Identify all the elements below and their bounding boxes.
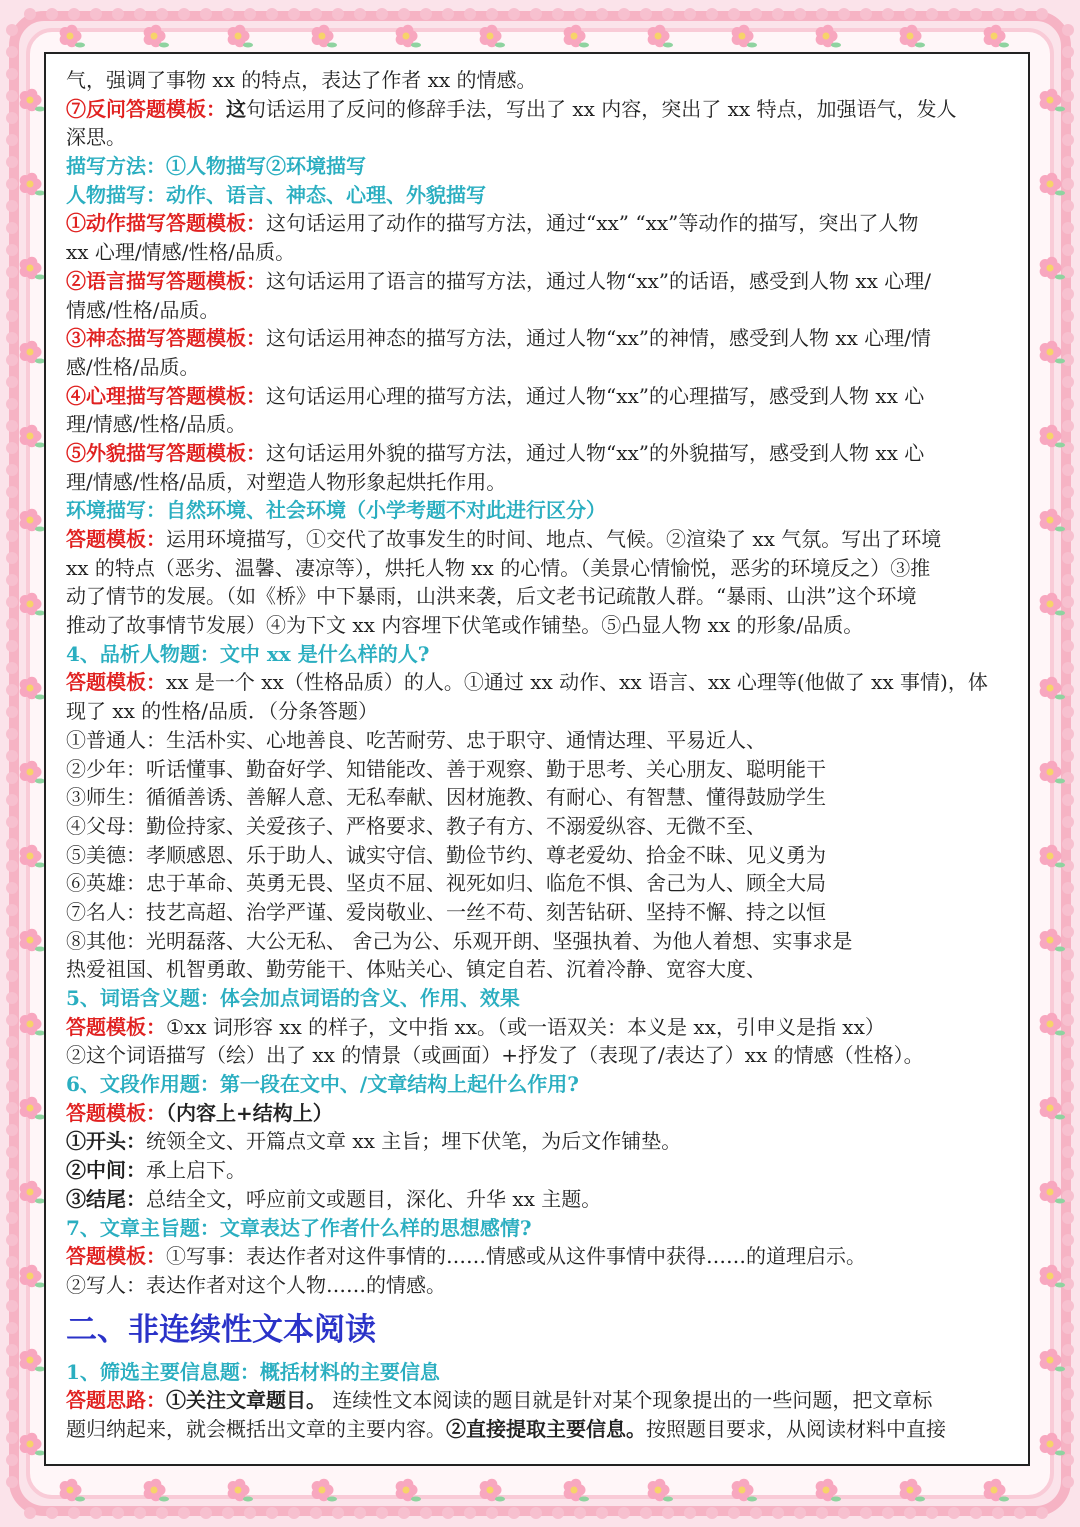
- label-red: 答题模板：: [66, 527, 166, 551]
- bold-text: ②中间：: [66, 1158, 146, 1183]
- body-text: ⑤美德：孝顺感恩、乐于助人、诚实守信、勤俭节约、尊老爱幼、拾金不昧、见义勇为: [66, 842, 826, 867]
- body-text: ②这个词语描写（绘）出了 xx 的情景（或画面）+抒发了（表现了/表达了）xx 的情感（性格）。: [66, 1043, 924, 1068]
- bold-text: 这: [226, 96, 246, 121]
- text-line: [66, 410, 1016, 439]
- heading-teal: 环境描写：自然环境、社会环境（小学考题不对此进行区分）: [66, 498, 606, 523]
- body-text: 承上启下。: [146, 1158, 246, 1183]
- label-red: ⑦反问答题模板：: [66, 96, 226, 121]
- text-line: [66, 869, 1016, 898]
- bold-text: ①开头：: [66, 1129, 146, 1154]
- label-red: 答题思路：: [66, 1388, 166, 1413]
- body-text: 运用环境描写，①交代了故事发生的时间、地点、气候。②渲染了 xx 气氛。写出了环境: [166, 527, 942, 551]
- section-heading-text: 二、非连续性文本阅读: [66, 1311, 376, 1348]
- text-line: [66, 1358, 1016, 1387]
- section-heading: [66, 1302, 1016, 1358]
- body-text: 总结全文，呼应前文或题目，深化、升华 xx 主题。: [146, 1186, 602, 1211]
- body-text: ⑥英雄：忠于革命、英勇无畏、坚贞不屈、视死如归、临危不惧、舍己为人、顾全大局: [66, 871, 826, 896]
- body-text: 理/情感/性格/品质，对塑造人物形象起烘托作用。: [66, 469, 507, 494]
- text-line: [66, 382, 1016, 411]
- text-line: [66, 1013, 1016, 1042]
- text-line: [66, 152, 1016, 181]
- label-red: ④心理描写答题模板：: [66, 383, 266, 408]
- text-line: [66, 1386, 1016, 1415]
- text-line: [66, 1271, 1016, 1300]
- body-text: 句话运用了反问的修辞手法，写出了 xx 内容，突出了 xx 特点，加强语气，发人: [246, 96, 957, 121]
- body-text: 情感/性格/品质。: [66, 297, 220, 322]
- text-line: [66, 496, 1016, 525]
- body-text: xx 是一个 xx（性格品质）的人。①通过 xx 动作、xx 语言、xx 心理等(他做了 xx 事情)，体: [166, 670, 988, 695]
- text-line: [66, 640, 1016, 669]
- bold-text: ③结尾：: [66, 1186, 146, 1211]
- text-line: [66, 95, 1016, 124]
- body-text: 理/情感/性格/品质。: [66, 412, 247, 437]
- text-line: [66, 554, 1016, 583]
- heading-teal: 描写方法：①人物描写②环境描写: [66, 154, 366, 179]
- body-text: 这句话运用外貌的描写方法，通过人物“xx”的外貌描写，感受到人物 xx 心: [266, 440, 925, 465]
- heading-teal: 1、筛选主要信息题：概括材料的主要信息: [66, 1359, 440, 1384]
- text-line: [66, 468, 1016, 497]
- text-line: [66, 296, 1016, 325]
- text-line: [66, 984, 1016, 1013]
- label-red: 答题模板：: [66, 1014, 166, 1039]
- body-text: 深思。: [66, 125, 126, 150]
- body-text: 这句话运用了语言的描写方法，通过人物“xx”的话语，感受到人物 xx 心理/: [266, 268, 932, 293]
- body-text: 这句话运用了动作的描写方法，通过“xx” “xx”等动作的描写，突出了人物: [266, 211, 919, 236]
- text-line: [66, 1127, 1016, 1156]
- text-line: [66, 898, 1016, 927]
- body-text: ①xx 词形容 xx 的样子，文中指 xx。（或一语双关：本义是 xx，引申义是指 xx）: [166, 1014, 885, 1039]
- label-red: ③神态描写答题模板：: [66, 326, 266, 351]
- body-text: ①普通人：生活朴实、心地善良、吃苦耐劳、忠于职守、通情达理、平易近人、: [66, 727, 766, 752]
- text-line: [66, 324, 1016, 353]
- text-line: [66, 1415, 1016, 1444]
- bold-text: ②直接提取主要信息。: [446, 1416, 646, 1441]
- text-line: [66, 1214, 1016, 1243]
- text-line: [66, 209, 1016, 238]
- content-panel: [44, 52, 1030, 1466]
- body-text: ②少年：听话懂事、勤奋好学、知错能改、善于观察、勤于思考、关心朋友、聪明能干: [66, 756, 826, 781]
- heading-teal: 7、文章主旨题：文章表达了作者什么样的思想感情?: [66, 1215, 532, 1240]
- heading-teal: 5、词语含义题：体会加点词语的含义、作用、效果: [66, 986, 520, 1010]
- text-line: [66, 1156, 1016, 1185]
- text-line: [66, 582, 1016, 611]
- label-red: ②语言描写答题模板：: [66, 268, 266, 293]
- text-line: [66, 238, 1016, 267]
- body-text: 热爱祖国、机智勇敢、勤劳能干、体贴关心、镇定自若、沉着冷静、宽容大度、: [66, 957, 766, 982]
- text-line: [66, 267, 1016, 296]
- body-text: 这句话运用神态的描写方法，通过人物“xx”的神情，感受到人物 xx 心理/情: [266, 326, 932, 351]
- label-red: 答题模板：: [66, 670, 166, 695]
- text-line: [66, 66, 1016, 95]
- text-line: [66, 841, 1016, 870]
- body-text: 这句话运用心理的描写方法，通过人物“xx”的心理描写，感受到人物 xx 心: [266, 383, 925, 408]
- bold-text: （内容上+结构上）: [166, 1100, 333, 1125]
- text-line: [66, 668, 1016, 697]
- text-line: [66, 1041, 1016, 1070]
- text-line: [66, 1242, 1016, 1271]
- body-text: 按照题目要求，从阅读材料中直接: [646, 1416, 946, 1441]
- text-line: [66, 955, 1016, 984]
- label-red: 答题模板：: [66, 1244, 166, 1269]
- text-line: [66, 783, 1016, 812]
- text-line: [66, 726, 1016, 755]
- body-text: ④父母：勤俭持家、关爱孩子、严格要求、教子有方、不溺爱纵容、无微不至、: [66, 813, 766, 838]
- body-text: 动了情节的发展。（如《桥》中下暴雨，山洪来袭，后文老书记疏散人群。“暴雨、山洪”这个环境: [66, 584, 917, 609]
- text-line: [66, 1185, 1016, 1214]
- text-line: [66, 123, 1016, 152]
- label-red: ⑤外貌描写答题模板：: [66, 440, 266, 465]
- text-line: [66, 525, 1016, 554]
- heading-teal: 人物描写：动作、语言、神态、心理、外貌描写: [66, 182, 486, 207]
- text-line: [66, 697, 1016, 726]
- body-text: 题归纳起来，就会概括出文章的主要内容。: [66, 1416, 446, 1441]
- body-text: 统领全文、开篇点文章 xx 主旨；埋下伏笔，为后文作铺垫。: [146, 1129, 682, 1154]
- body-text: ③师生：循循善诱、善解人意、无私奉献、因材施教、有耐心、有智慧、懂得鼓励学生: [66, 785, 826, 810]
- text-line: [66, 1070, 1016, 1099]
- heading-teal: 4、品析人物题：文中 xx 是什么样的人?: [66, 641, 430, 666]
- body-text: ②写人：表达作者对这个人物……的情感。: [66, 1272, 446, 1297]
- text-line: [66, 611, 1016, 640]
- text-line: [66, 353, 1016, 382]
- body-text: 连续性文本阅读的题目就是针对某个现象提出的一些问题，把文章标: [326, 1388, 933, 1413]
- body-text: xx 心理/情感/性格/品质。: [66, 240, 296, 265]
- text-line: [66, 927, 1016, 956]
- body-text: ⑦名人：技艺高超、治学严谨、爱岗敬业、一丝不苟、刻苦钻研、坚持不懈、持之以恒: [66, 899, 826, 924]
- text-line: [66, 1099, 1016, 1128]
- document-text: [66, 66, 1016, 1444]
- heading-teal: 6、文段作用题：第一段在文中、/文章结构上起什么作用?: [66, 1072, 579, 1097]
- text-line: [66, 181, 1016, 210]
- body-text: 气，强调了事物 xx 的特点，表达了作者 xx 的情感。: [66, 68, 537, 92]
- body-text: xx 的特点（恶劣、温馨、凄凉等），烘托人物 xx 的心情。（美景心情愉悦，恶劣的环境反之）③推: [66, 555, 931, 580]
- text-line: [66, 755, 1016, 784]
- text-line: [66, 439, 1016, 468]
- body-text: ⑧其他：光明磊落、大公无私、 舍己为公、乐观开朗、坚强执着、为他人着想、实事求是: [66, 928, 853, 953]
- bold-text: ①关注文章题目。: [166, 1388, 326, 1413]
- body-text: 感/性格/品质。: [66, 354, 200, 379]
- label-red: 答题模板：: [66, 1100, 166, 1125]
- body-text: 现了 xx 的性格/品质．（分条答题）: [66, 699, 379, 724]
- label-red: ①动作描写答题模板：: [66, 211, 266, 236]
- text-line: [66, 812, 1016, 841]
- body-text: 推动了故事情节发展）④为下文 xx 内容埋下伏笔或作铺垫。⑤凸显人物 xx 的形象/品质。: [66, 613, 864, 638]
- body-text: ①写事：表达作者对这件事情的……情感或从这件事情中获得……的道理启示。: [166, 1244, 866, 1269]
